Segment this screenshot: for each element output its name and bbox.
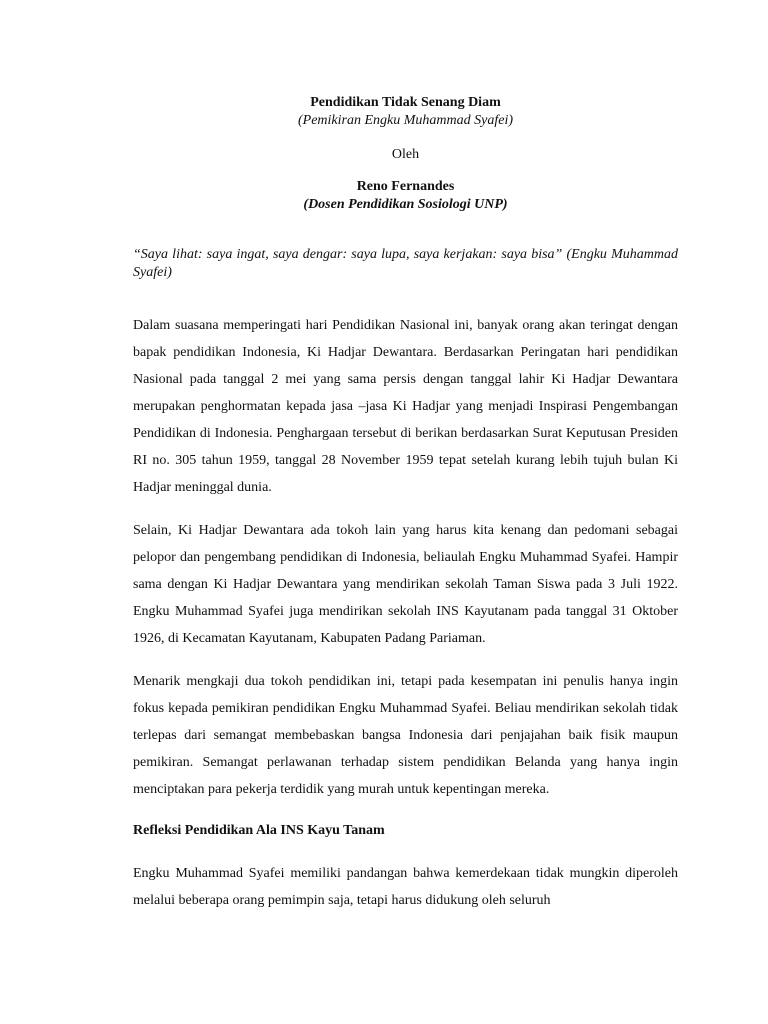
document-body <box>133 94 678 914</box>
paragraph-1: Dalam suasana memperingati hari Pendidikan Nasional ini, banyak orang akan teringat dengan bapak pendidikan Indonesia, Ki Hadjar Dewantara. Berdasarkan Peringatan hari pendidikan Nasional pada tanggal 2 mei yang sama persis dengan tanggal lahir Ki Hadjar Dewantara merupakan penghormatan kepada jasa –jasa Ki Hadjar yang menjadi Inspirasi Pengembangan Pendidikan di Indonesia. Penghargaan tersebut di berikan berdasarkan Surat Keputusan Presiden RI no. 305 tahun 1959, tanggal 28 November 1959 tepat setelah kurang lebih tujuh bulan Ki Hadjar meninggal dunia. <box>133 318 678 495</box>
document-subtitle: (Pemikiran Engku Muhammad Syafei) <box>298 113 513 128</box>
document-title: Pendidikan Tidak Senang Diam <box>310 95 501 110</box>
opening-quote: “Saya lihat: saya ingat, saya dengar: saya lupa, saya kerjakan: saya bisa” (Engku Muhammad Syafei) <box>133 247 678 280</box>
paragraph-2: Selain, Ki Hadjar Dewantara ada tokoh lain yang harus kita kenang dan pedomani sebagai pelopor dan pengembang pendidikan di Indonesia, beliaulah Engku Muhammad Syafei. Hampir sama dengan Ki Hadjar Dewantara yang mendirikan sekolah Taman Siswa pada 3 Juli 1922. Engku Muhammad Syafei juga mendirikan sekolah INS Kayutanam pada tanggal 31 Oktober 1926, di Kecamatan Kayutanam, Kabupaten Padang Pariaman. <box>133 523 678 646</box>
by-label: Oleh <box>391 147 420 162</box>
section-heading: Refleksi Pendidikan Ala INS Kayu Tanam <box>133 823 385 838</box>
section-paragraph: Engku Muhammad Syafei memiliki pandangan bahwa kemerdekaan tidak mungkin diperoleh melalui beberapa orang pemimpin saja, tetapi harus didukung oleh seluruh <box>133 866 678 908</box>
paragraph-3: Menarik mengkaji dua tokoh pendidikan ini, tetapi pada kesempatan ini penulis hanya ingin fokus kepada pemikiran pendidikan Engku Muhammad Syafei. Beliau mendirikan sekolah tidak terlepas dari semangat membebaskan bangsa Indonesia dari penjajahan baik fisik maupun pemikiran. Semangat perlawanan terhadap sistem pendidikan Belanda yang hanya ingin menciptakan para pekerja terdidik yang murah untuk kepentingan mereka. <box>133 674 678 797</box>
author-name: Reno Fernandes <box>356 179 455 194</box>
author-affiliation: (Dosen Pendidikan Sosiologi UNP) <box>303 197 508 212</box>
